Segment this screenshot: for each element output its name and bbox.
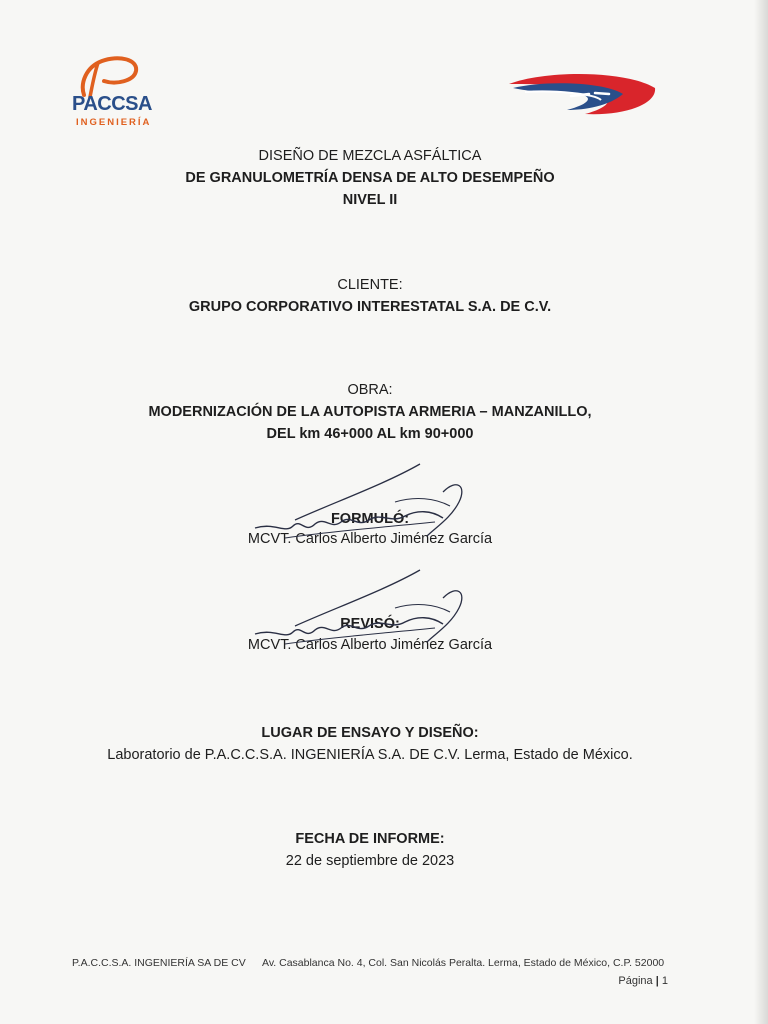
cliente-value: GRUPO CORPORATIVO INTERESTATAL S.A. DE C.V. — [188, 299, 552, 315]
formulo-signature — [245, 462, 475, 552]
page-number: 1 — [661, 975, 668, 987]
page-edge-shadow — [754, 0, 768, 1024]
lugar-label: LUGAR DE ENSAYO Y DISEÑO: — [261, 725, 479, 741]
fecha-value: 22 de septiembre de 2023 — [285, 853, 455, 869]
footer-company: P.A.C.C.S.A. INGENIERÍA SA DE CV — [72, 957, 246, 969]
obra-section — [0, 379, 740, 445]
title-line-3: NIVEL II — [342, 192, 398, 208]
reviso-name: MCVT. Carlos Alberto Jiménez García — [247, 637, 493, 653]
formulo-name: MCVT. Carlos Alberto Jiménez García — [247, 531, 493, 547]
reviso-label: REVISÓ: — [340, 616, 400, 632]
title-line-1: DISEÑO DE MEZCLA ASFÁLTICA — [258, 148, 482, 164]
obra-value-line-2: DEL km 46+000 AL km 90+000 — [266, 426, 474, 442]
title-line-2: DE GRANULOMETRÍA DENSA DE ALTO DESEMPEÑO — [185, 170, 555, 186]
road-emblem-logo — [505, 70, 660, 123]
lugar-section — [0, 722, 740, 766]
obra-label: OBRA: — [347, 382, 393, 398]
cliente-label: CLIENTE: — [337, 277, 403, 293]
footer-address: Av. Casablanca No. 4, Col. San Nicolás Peralta. Lerma, Estado de México, C.P. 52000 — [262, 957, 665, 969]
fecha-label: FECHA DE INFORME: — [295, 831, 445, 847]
report-title — [0, 145, 740, 211]
page-label: Página — [618, 975, 653, 987]
obra-value-line-1: MODERNIZACIÓN DE LA AUTOPISTA ARMERIA – MANZANILLO, — [148, 404, 592, 420]
fecha-section — [0, 828, 740, 872]
formulo-label: FORMULÓ: — [330, 511, 410, 527]
logo-sub-text: INGENIERÍA — [76, 117, 152, 128]
paccsa-logo — [70, 55, 150, 135]
footer-page-indicator — [618, 975, 668, 987]
road-emblem-icon — [505, 70, 660, 118]
page-separator: | — [655, 975, 659, 987]
cliente-section — [0, 274, 740, 318]
reviso-signature — [245, 568, 475, 658]
logo-brand-text: PACCSA — [72, 93, 152, 115]
lugar-value: Laboratorio de P.A.C.C.S.A. INGENIERÍA S.A. DE C.V. Lerma, Estado de México. — [107, 747, 633, 763]
